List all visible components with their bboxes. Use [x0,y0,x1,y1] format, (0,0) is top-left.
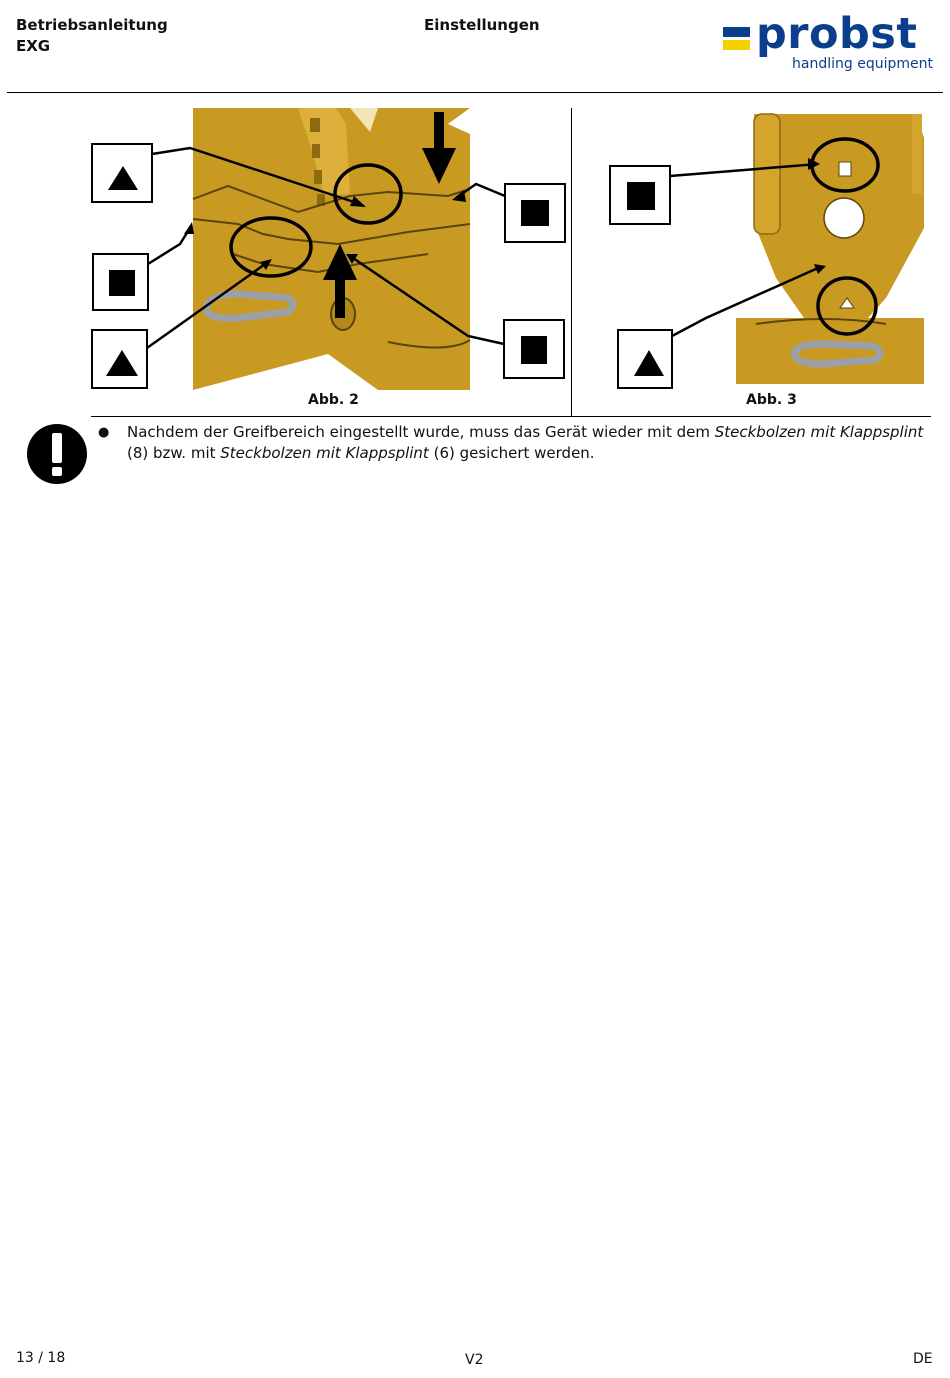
logo-bar-blue [723,27,750,37]
model-name: EXG [16,37,51,55]
logo-word: probst [756,9,918,59]
figure-divider [571,108,572,416]
doc-type: Betriebsanleitung [16,16,168,34]
figure-2-caption: Abb. 2 [308,392,359,408]
bullet-dot: ● [98,425,110,440]
logo-bar-yellow [723,40,750,50]
note-italic-1: Steckbolzen mit Klappsplint [714,423,924,441]
probst-logo [720,9,934,76]
language-code: DE [913,1351,933,1367]
section-title: Einstellungen [424,16,540,34]
header-doc-info [16,15,168,57]
page-number: 13 / 18 [16,1350,66,1366]
safety-note-text [127,422,927,464]
note-italic-2: Steckbolzen mit Klappsplint [220,444,429,462]
document-version: V2 [465,1352,484,1368]
exclamation-warning-icon [26,423,88,485]
note-part-2: (8) bzw. mit [127,444,221,462]
header-divider [7,92,943,93]
figure-3-caption: Abb. 3 [746,392,797,408]
figure-abb-3 [606,108,928,390]
note-part-3: (6) gesichert werden. [428,444,595,462]
figure-bottom-rule [91,416,931,417]
figure-abb-2 [88,104,570,396]
note-part-1: Nachdem der Greifbereich eingestellt wurde, muss das Gerät wieder mit dem [127,423,715,441]
logo-tagline: handling equipment [792,56,933,72]
